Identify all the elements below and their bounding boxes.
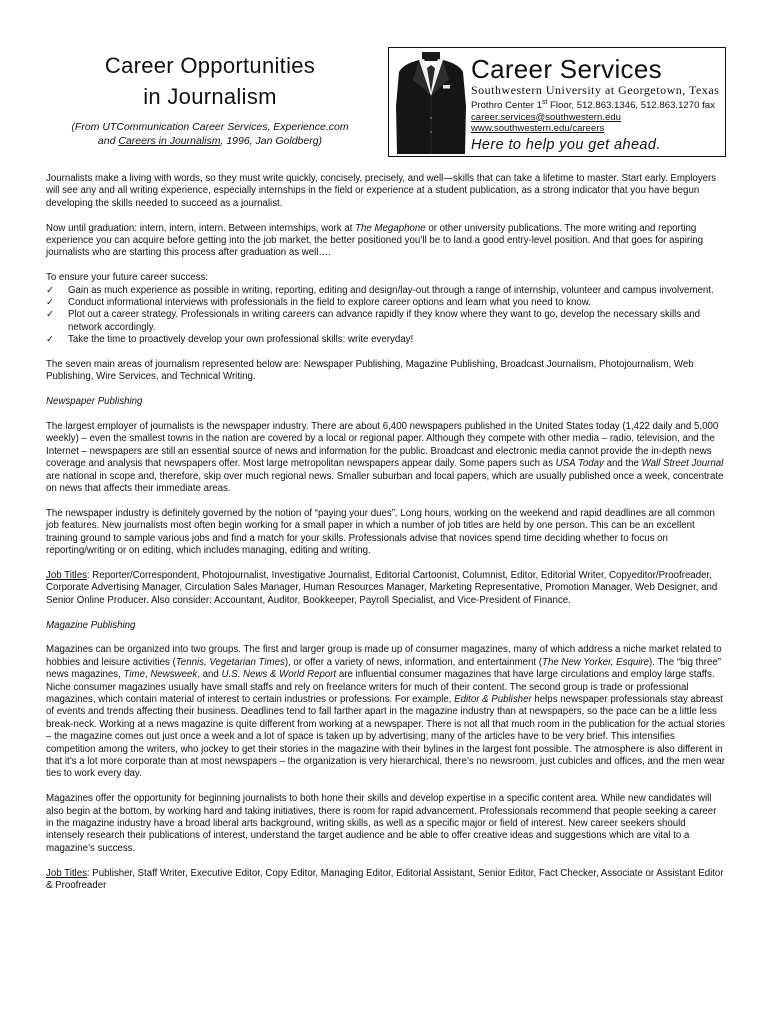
graduation-paragraph: [46, 223, 726, 260]
graduation-text-2: or other university publications. The more writing and reporting experience you can acquire before getting into the job market, the better positioned you’ll be to land a good entry-level position. And that goes for aspiring journalists who are starting this process after graduation as well….: [46, 222, 704, 259]
newspaper-job-titles: [46, 570, 726, 607]
magazine-text-2: ), or offer a variety of news, information, and entertainment (: [284, 656, 543, 668]
magazine-titles-niche: Tennis, Vegetarian Times: [175, 656, 285, 668]
newsweek-title: Newsweek: [150, 669, 198, 681]
newspaper-paragraph-2: The newspaper industry is definitely governed by the notion of “paying your dues”. Long hours, working on the weekend and rapid deadlines are all common job features. New journalists most often begin working for a small paper in which a number of job titles are held by one person. This can be an excellent training ground to sample various jobs and find a match for your skills. Professionals advise that novices spend time deciding whether to focus on reporting/writing or on editing, which includes managing, editing and writing.: [46, 507, 715, 557]
body-content: [46, 173, 726, 905]
career-services-title: Career Services: [471, 54, 662, 84]
job-titles-label: Job Titles: [46, 867, 87, 879]
job-titles-text: : Reporter/Correspondent, Photojournalist, Investigative Journalist, Editorial Cartoonist, Columnist, Editor, Editorial Writer, Copyeditor/Proofreader, Corporate Advertising Manager, Circulation Sales Manager, Human Resources Manager, Marketing Representative, Promotion Manager, Web Designer, and Senior Online Producer. Also consider: Accountant, Auditor, Bookkeeper, Payroll Specialist, and Vice-President of Finance.: [46, 569, 718, 606]
career-success-checklist: [46, 285, 726, 347]
magazine-paragraph-1: [46, 644, 726, 780]
list-item-text: Conduct informational interviews with professionals in the field to explore career options and learn what you need to know.: [68, 297, 591, 309]
university-name: Southwestern University at Georgetown, Texas: [471, 83, 720, 97]
title-block: [60, 50, 360, 148]
list-item-text: Plot out a career strategy. Professionals in writing careers can advance rapidly if they know where they want to go, develop the necessary skills and network accordingly.: [68, 309, 700, 333]
magazine-heading: Magazine Publishing: [46, 619, 136, 631]
source-citation: [60, 120, 360, 148]
career-services-box: [388, 47, 726, 157]
career-services-text: [471, 54, 723, 155]
title-line-2: in Journalism: [143, 84, 277, 109]
graduation-text-1: Now until graduation: intern, intern, intern. Between internships, work at: [46, 222, 356, 234]
usa-today-title: USA Today: [555, 458, 604, 470]
checkmark-icon: ✓: [46, 309, 55, 321]
seven-areas-paragraph: The seven main areas of journalism represented below are: Newspaper Publishing, Magazine Publishing, Broadcast Journalism, Photojournalism, Web Publishing, Wire Services, and Technical Writing.: [46, 359, 694, 383]
title-line-1: Career Opportunities: [104, 53, 316, 78]
newspaper-heading: Newspaper Publishing: [46, 396, 143, 408]
magazine-text-4: ,: [145, 669, 151, 681]
checkmark-icon: ✓: [46, 297, 55, 309]
wsj-title: Wall Street Journal: [641, 458, 724, 470]
website-link[interactable]: www.southwestern.edu/careers: [471, 123, 605, 135]
source-year-author: , 1996, Jan Goldberg): [220, 135, 323, 147]
source-careers-link: Careers in Journalism: [118, 135, 221, 147]
job-titles-text: : Publisher, Staff Writer, Executive Editor, Copy Editor, Managing Editor, Editorial Assistant, Senior Editor, Fact Checker, Associate or Assistant Editor & Proofreader: [46, 867, 724, 891]
newspaper-text-2: and the: [603, 458, 642, 470]
magazine-text-3: ). The “big three” news magazines,: [46, 656, 721, 681]
newspaper-text-3: are national in scope and, therefore, skip over much regional news. Smaller suburban and local papers, which are usually published once a week, concentrate on news that affects their immediate areas.: [46, 470, 724, 495]
list-item-text: Gain as much experience as possible in writing, reporting, editing and design/lay-out through a range of internship, volunteer and campus involvement.: [68, 284, 714, 296]
editor-publisher-title: Editor & Publisher: [454, 693, 532, 705]
magazine-paragraph-2: Magazines offer the opportunity for beginning journalists to both hone their skills and develop expertise in a specific content area. While new candidates will also begin at the bottom, by working hard and taking initiatives, there is room for rapid advancement. Professionals recommend that people seeking a career in the magazine industry have a broad liberal arts background, writing skills, as well as a specific major or field of interest. New career seekers should intensely research their publications of interest, understand the target audience and be able to offer creative ideas and suggestions which are vital to a magazine’s success.: [46, 793, 717, 854]
address-part-1: Prothro Center 1: [471, 100, 542, 112]
checkmark-icon: ✓: [46, 284, 55, 296]
megaphone-title: The Megaphone: [355, 222, 426, 234]
office-address: [471, 97, 723, 112]
intro-paragraph: Journalists make a living with words, so they must write quickly, concisely, precisely, and well—skills that can take a lifetime to master. Start early. Employers will see any and all writing experience, especially internships in the field or experience at a student publication, as a strong indicator that you have begun developing the skills needed to succeed as a journalist.: [46, 173, 717, 209]
address-part-2: Floor, 512.863.1346, 512.863.1270 fax: [547, 100, 715, 112]
address-superscript: st: [541, 99, 548, 106]
source-line-2: [60, 134, 360, 148]
email-link[interactable]: career.services@southwestern.edu: [471, 111, 621, 123]
list-item: [46, 309, 726, 334]
list-item-text: Take the time to proactively develop your own professional skills: write everyday!: [68, 334, 414, 346]
magazine-text-7: helps newspaper professionals stay abreast of events and trends affecting their business. Deadlines tend to fall farther apart in the magazine industry than at newspapers, so the pace can be a little less break-neck. Working at a news magazine is quite different from working at a newspaper. There is not all that much room in the publication for the actual stories – the magazine comes out just once a week and a lot of space is taken up by advertising; many of the articles have to be very brief. This intensifies competition among the writers, who jockey to get their stories in the magazine with their bylines in the largest font possible. The atmosphere is also different in that it’s a lot more corporate than at most newspapers – the organization is very hierarchical, there’s no newsroom, just cubicles and offices, and the men wear ties to work every day.: [46, 693, 726, 780]
magazine-text-5: , and: [197, 669, 222, 681]
newspaper-paragraph-1: [46, 421, 726, 495]
magazine-text-6: are influential consumer magazines that have large circulations and employ large staffs. Niche consumer magazines usually have small staffs and rely on freelance writers for much of their content. The second group is trade or professional magazines, which contain material of interest to certain industries or professions. For example,: [46, 669, 715, 705]
magazine-job-titles: [46, 868, 726, 893]
ensure-intro: To ensure your future career success:: [46, 272, 209, 284]
job-titles-label: Job Titles: [46, 569, 87, 581]
newspaper-text-1: The largest employer of journalists is the newspaper industry. There are about 6,400 newspapers published in the United States today (1,422 daily and 5,000 weekly) – even the smallest towns in the nation are covered by a local or regional paper. Although they compete with other media – radio, television, and the Internet – newspapers are still an essential source of news and information for the public. Broadcast and electronic media cannot provide the in-depth news coverage and analysis that newspapers offer. Most large metropolitan newspapers appear daily. Some papers such as: [46, 421, 719, 470]
time-title: Time: [123, 669, 145, 681]
magazine-titles-general: The New Yorker, Esquire: [542, 656, 650, 668]
checkmark-icon: ✓: [46, 334, 55, 346]
list-item: [46, 297, 726, 309]
magazine-text-1: Magazines can be organized into two groups. The first and larger group is made up of consumer magazines, many of which address a niche market related to hobbies and leisure activities (: [46, 644, 722, 668]
us-news-title: U.S. News & World Report: [221, 669, 337, 681]
tagline: Here to help you get ahead.: [471, 136, 661, 153]
page-title: [60, 50, 360, 112]
list-item: [46, 334, 726, 346]
business-suit-jacket-icon: [393, 52, 469, 154]
source-and: and: [97, 135, 119, 147]
list-item: [46, 285, 726, 297]
source-line-1: (From UTCommunication Career Services, Experience.com: [71, 121, 349, 133]
